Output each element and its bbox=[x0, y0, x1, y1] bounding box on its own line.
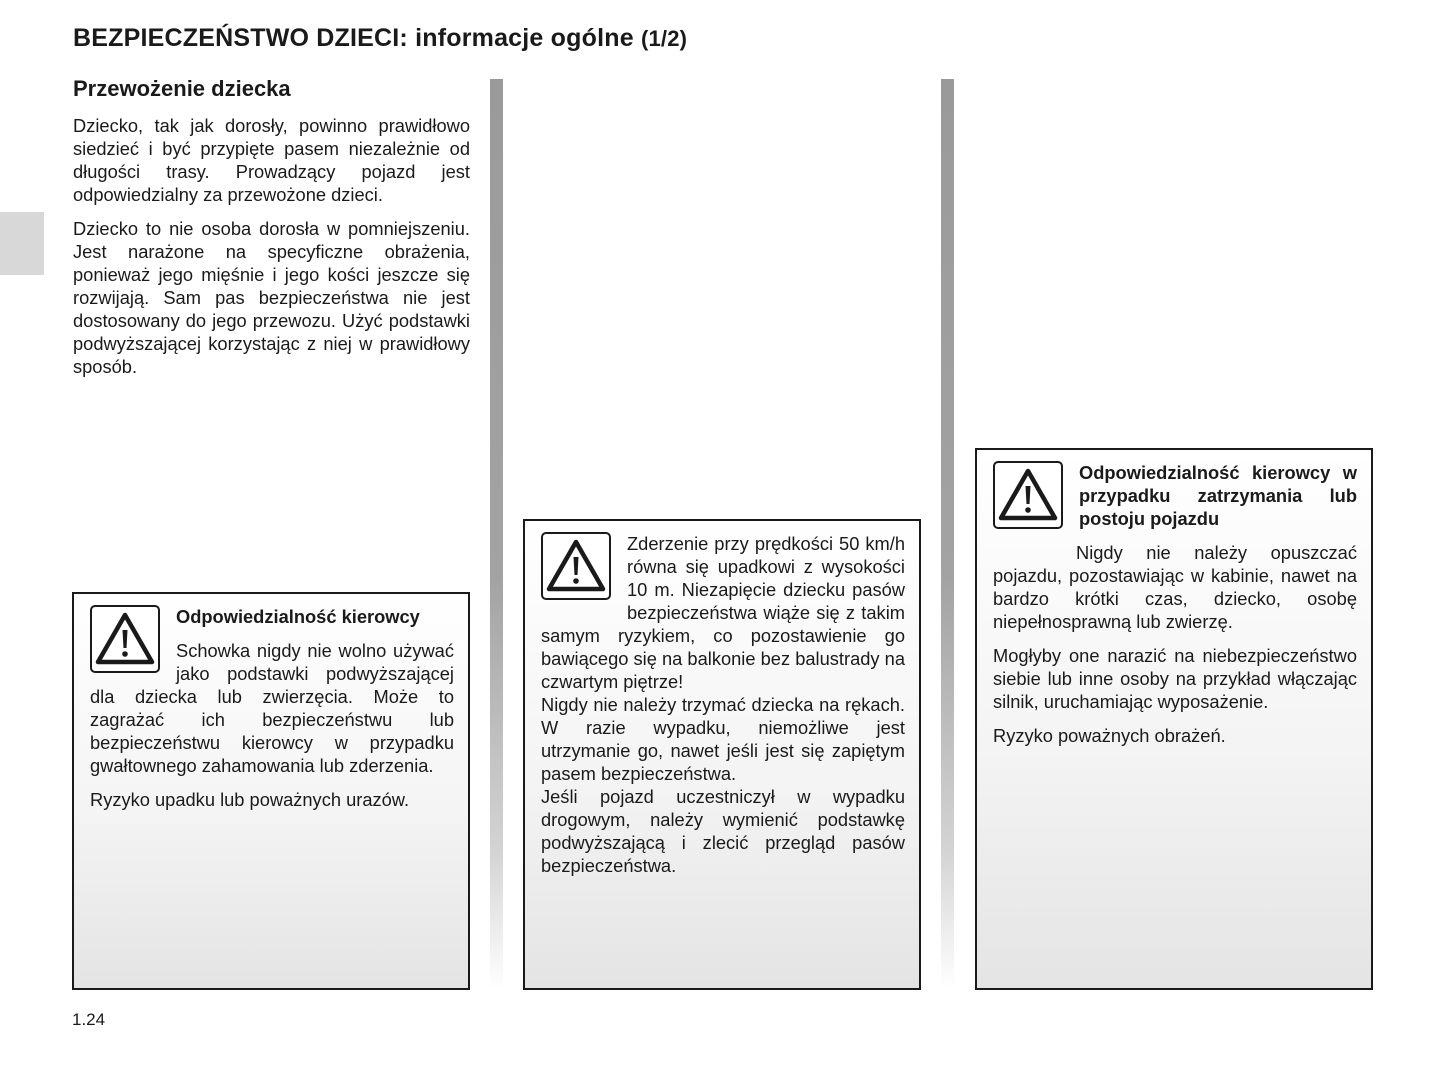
chapter-tab bbox=[0, 212, 44, 275]
warning-triangle-icon bbox=[993, 461, 1063, 529]
warning-box-collision bbox=[523, 519, 921, 990]
warning-text: Schowka nigdy nie wolno używać jako podstawki podwyższającej dla dziecka lub zwierzęcia. Może to zagrażać ich bezpieczeństwu lub bezpieczeństwu kierowcy w przypadku gwałtownego zahamowania lub zderzenia. bbox=[90, 640, 454, 776]
column-divider bbox=[941, 79, 954, 989]
warning-text: Ryzyko upadku lub poważnych urazów. bbox=[90, 789, 410, 810]
column-divider bbox=[490, 79, 503, 989]
warning-text: Mogłyby one narazić na niebezpieczeństwo siebie lub inne osoby na przykład włączając silnik, uruchamiając wyposażenie. bbox=[993, 645, 1357, 712]
page-title bbox=[73, 24, 687, 53]
warning-triangle-icon bbox=[541, 532, 611, 600]
warning-box-driver-responsibility bbox=[72, 592, 470, 990]
warning-text: Nigdy nie należy opuszczać pojazdu, pozostawiając w kabinie, nawet na bardzo krótki czas, dziecko, osobę niepełnosprawną lub zwierzę. bbox=[993, 542, 1357, 632]
page-title-main: BEZPIECZEŃSTWO DZIECI: informacje ogólne bbox=[73, 24, 641, 52]
warning-box-parked-vehicle bbox=[975, 448, 1373, 990]
warning-triangle-icon bbox=[90, 605, 160, 673]
page-title-part: (1/2) bbox=[640, 26, 688, 51]
warning-text: Jeśli pojazd uczestniczył w wypadku drogowym, należy wymienić podstawkę podwyższającą i zlecić przegląd pasów bezpieczeństwa. bbox=[541, 786, 905, 876]
paragraph: Dziecko to nie osoba dorosła w pomniejszeniu. Jest narażone na specyficzne obrażenia, ponieważ jego mięśnie i jego kości jeszcze się rozwijają. Sam pas bezpieczeństwa nie jest dostosowany do jego przewozu. Użyć podstawki podwyższającej korzystając z niej w prawidłowy sposób. bbox=[73, 218, 470, 377]
page-number: 1.24 bbox=[72, 1010, 106, 1029]
warning-title: Odpowiedzialność kierowcy w przypadku zatrzymania lub postoju pojazdu bbox=[1079, 462, 1357, 529]
intro-text bbox=[73, 114, 470, 389]
warning-text: Nigdy nie należy trzymać dziecka na rękach. W razie wypadku, niemożliwe jest utrzymanie go, nawet jeśli jest się zapiętym pasem bezpieczeństwa. bbox=[541, 694, 905, 784]
paragraph: Dziecko, tak jak dorosły, powinno prawidłowo siedzieć i być przypięte pasem niezależnie od długości trasy. Prowadzący pojazd jest odpowiedzialny za przewożone dzieci. bbox=[73, 115, 470, 205]
warning-title: Odpowiedzialność kierowcy bbox=[176, 606, 420, 627]
warning-text: Ryzyko poważnych obrażeń. bbox=[993, 725, 1226, 746]
section-heading: Przewożenie dziecka bbox=[73, 76, 291, 101]
warning-text: Zderzenie przy prędkości 50 km/h równa się upadkowi z wysokości 10 m. Niezapięcie dziecku pasów bezpieczeństwa wiąże się z takim samym ryzykiem, co pozostawienie go bawiącego się na balkonie bez balustrady na czwartym piętrze! bbox=[541, 533, 905, 692]
